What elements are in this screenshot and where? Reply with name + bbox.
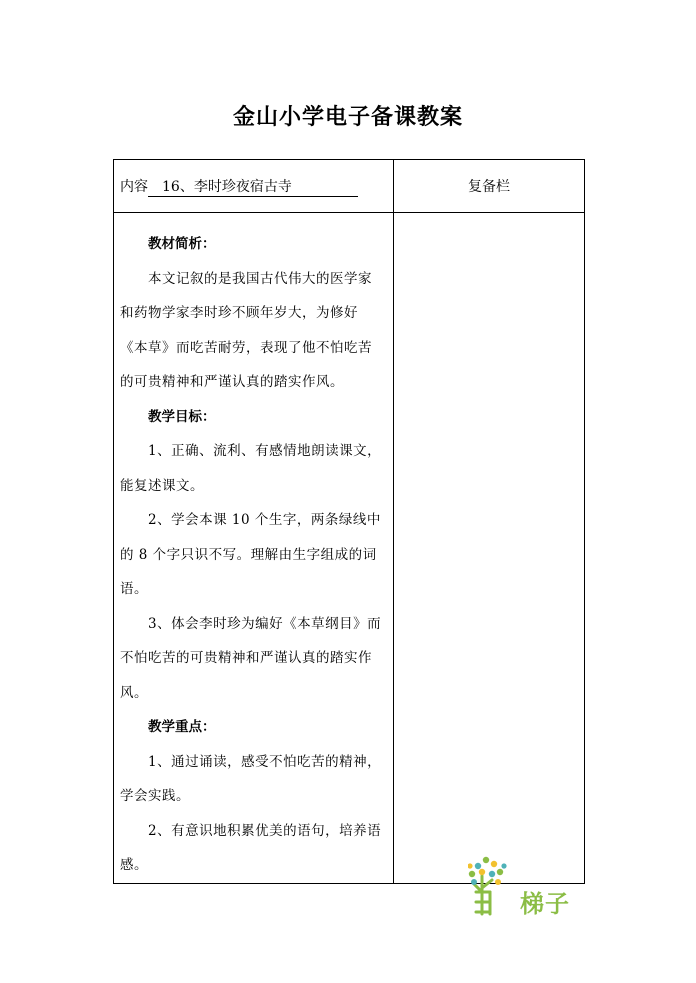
focus-item-2: 2、有意识地积累优美的语句，培养语感。: [120, 822, 382, 873]
logo-text: 梯子: [520, 890, 570, 918]
lesson-content-cell: [114, 213, 394, 884]
goal-item-3: 3、体会李时珍为编好《本草纲目》而不怕吃苦的可贵精神和严谨认真的踏实作风。: [120, 615, 382, 701]
section-heading-focus: 教学重点：: [148, 719, 216, 735]
table-header-row: [114, 160, 585, 213]
analysis-paragraph: 本文记叙的是我国古代伟大的医学家和药物学家李时珍不顾年岁大，为修好《本草》而吃苦耐劳，表现了他不怕吃苦的可贵精神和严谨认真的踏实作风。: [120, 270, 372, 390]
review-column-cell: [394, 213, 585, 884]
tree-logo-icon: [468, 852, 524, 918]
lesson-plan-table: [113, 159, 585, 884]
goal-item-2: 2、学会本课 10 个生字，两条绿线中的 8 个字只识不写。理解由生字组成的词语。: [120, 512, 381, 597]
table-body-row: [114, 213, 585, 884]
topic-label: 内容: [120, 178, 148, 195]
section-heading-goals: 教学目标：: [148, 408, 216, 425]
document-title: 金山小学电子备课教案: [232, 104, 463, 130]
topic-value: 16、李时珍夜宿古寺: [148, 178, 358, 197]
section-heading-analysis: 教材简析：: [148, 236, 216, 252]
brand-logo: [468, 852, 578, 918]
topic-cell: [114, 160, 394, 213]
review-column-header: 复备栏: [394, 160, 585, 213]
goal-item-1: 1、正确、流利、有感情地朗读课文，能复述课文。: [120, 443, 382, 494]
focus-item-1: 1、通过诵读，感受不怕吃苦的精神，学会实践。: [120, 753, 382, 804]
